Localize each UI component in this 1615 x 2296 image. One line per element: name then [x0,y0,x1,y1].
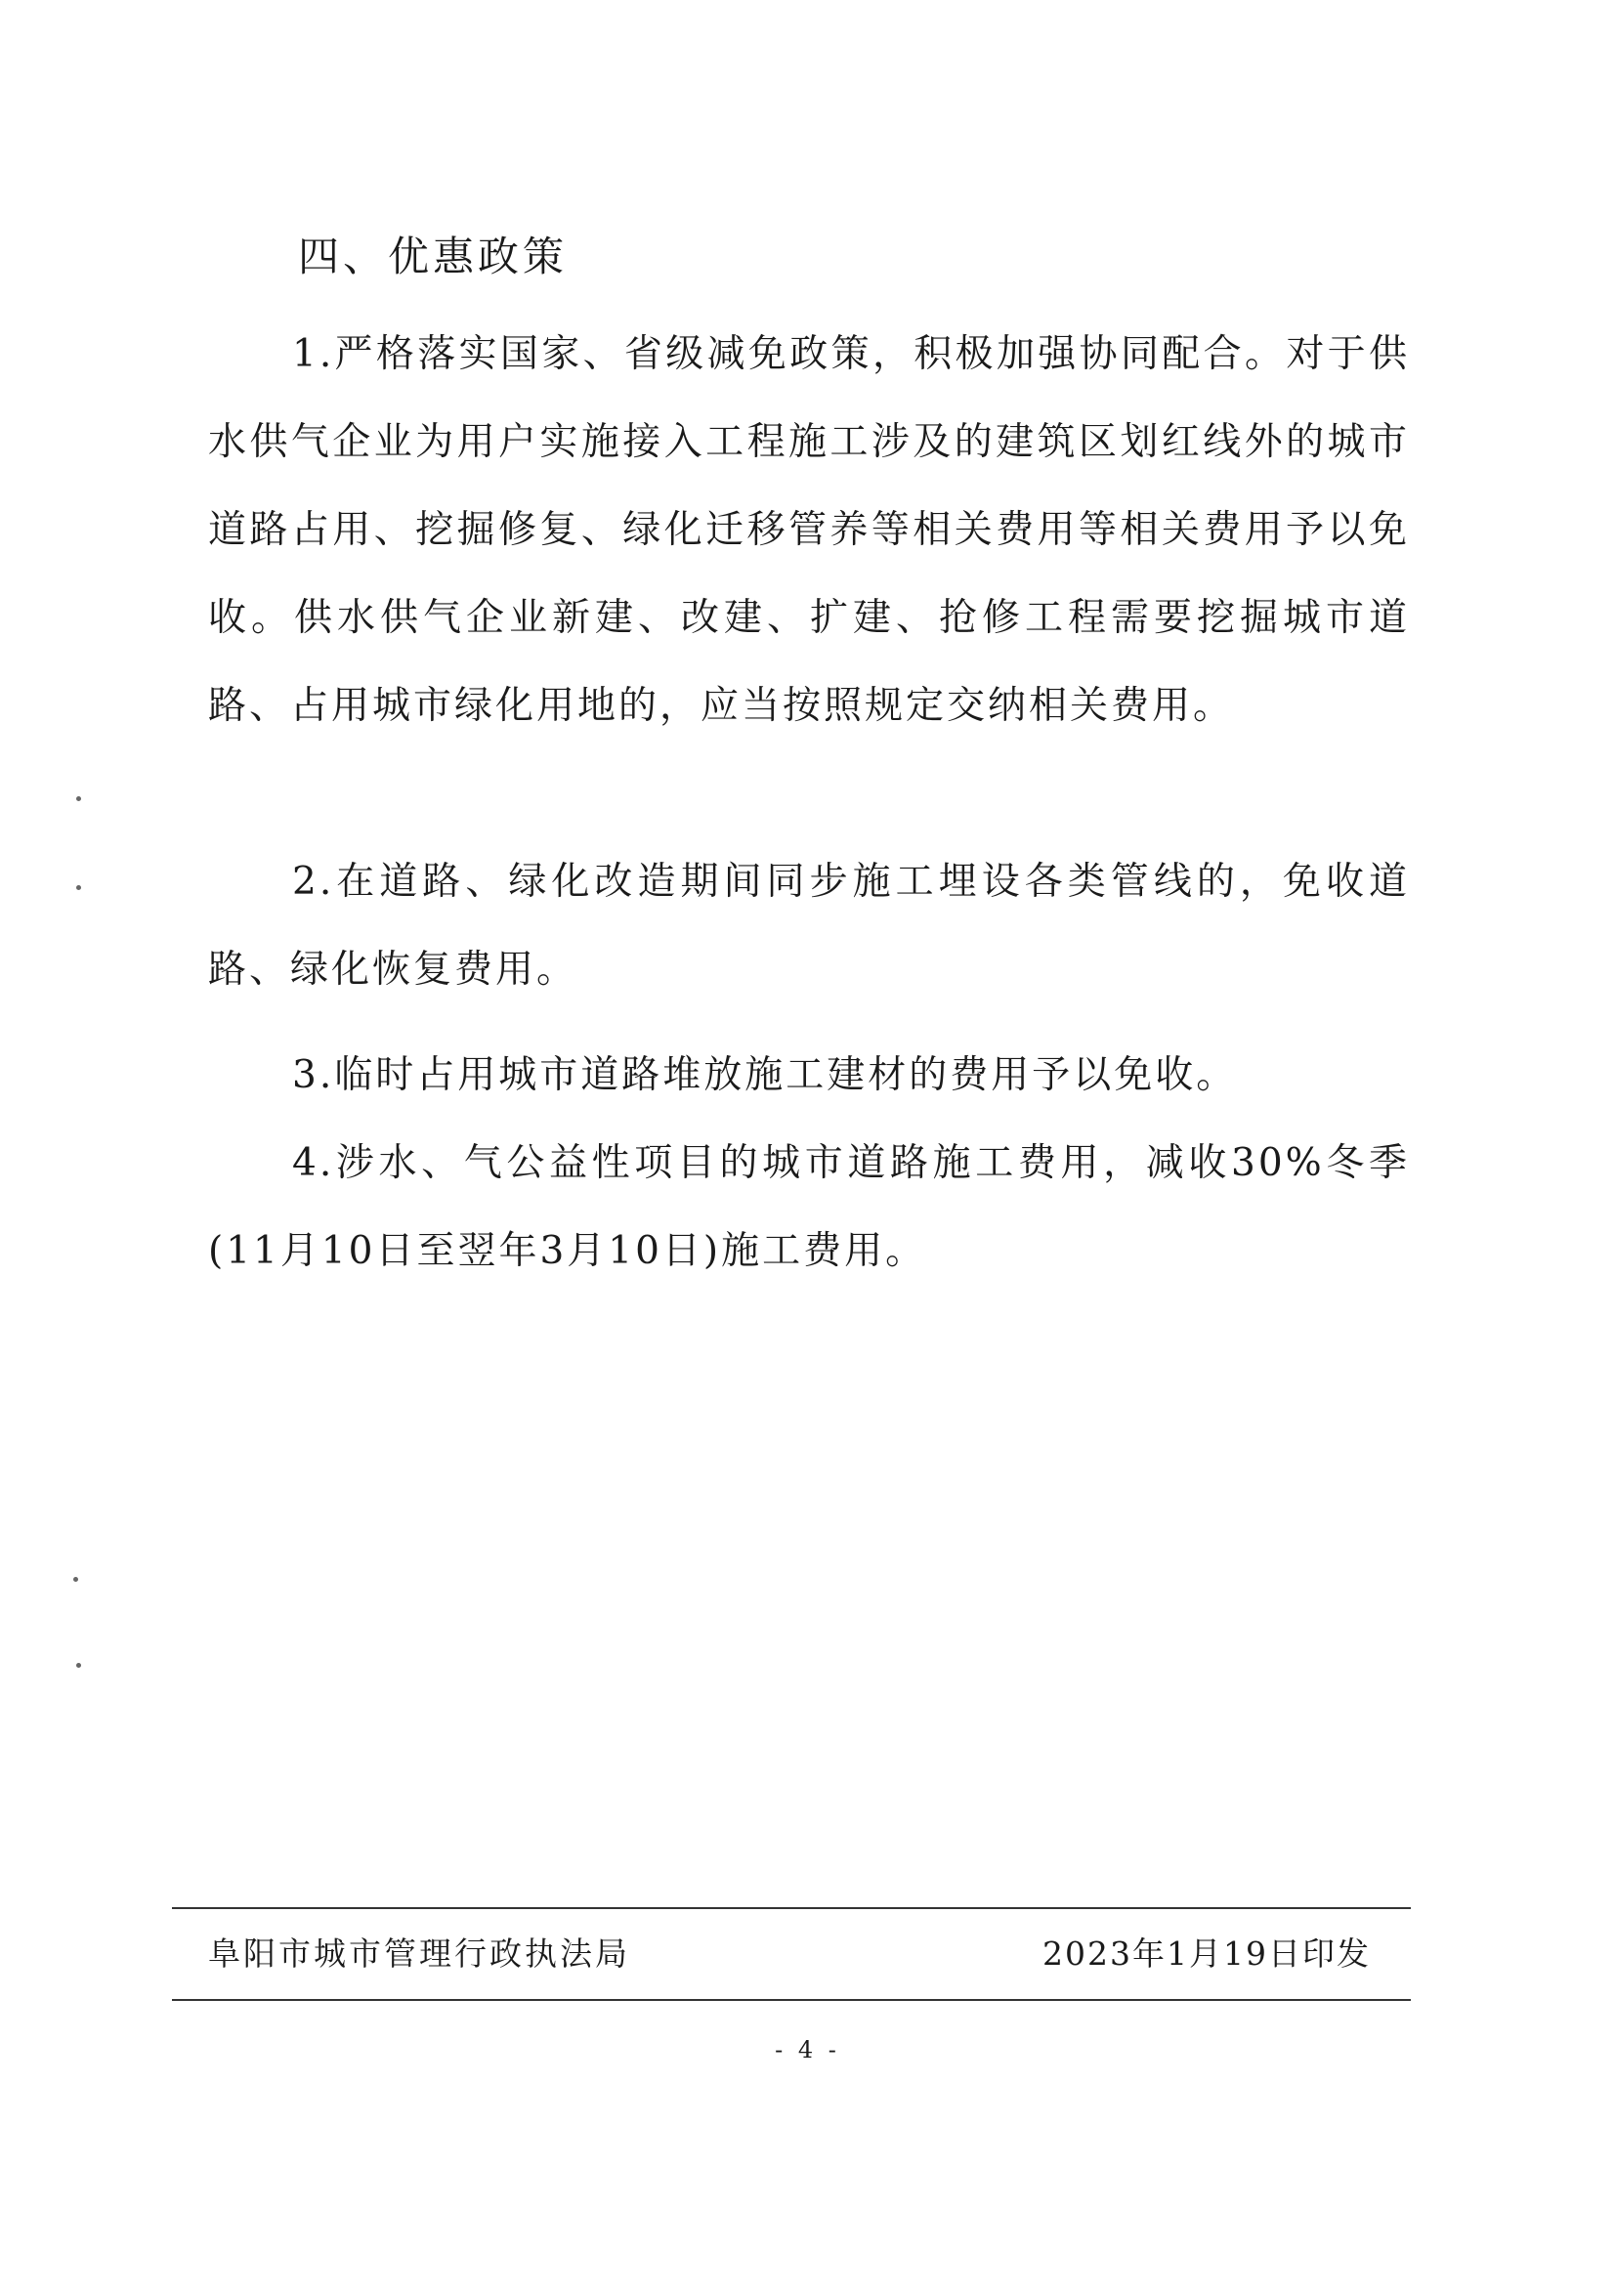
section-heading: 四、优惠政策 [298,233,569,280]
issue-date: 2023年1月19日印发 [1042,1935,1371,1973]
page-number: - 4 - [775,2036,840,2063]
paragraph-3: 3.临时占用城市道路堆放施工建材的费用予以免收。 [292,1053,1238,1097]
paragraph-4: 4.涉水、气公益性项目的城市道路施工费用，减收30%冬季(11月10日至翌年3月10日)施工费用。 [208,1141,1410,1273]
paragraph-2: 2.在道路、绿化改造期间同步施工埋设各类管线的，免收道路、绿化恢复费用。 [208,860,1410,992]
binding-hole-mark [73,1577,78,1582]
footer-bottom-rule [172,1999,1411,2001]
binding-hole-mark [76,796,81,801]
binding-hole-mark [76,1663,81,1668]
binding-hole-mark [76,885,81,890]
footer-top-rule [172,1907,1411,1909]
issuing-authority: 阜阳市城市管理行政执法局 [208,1935,630,1973]
paragraph-1: 1.严格落实国家、省级减免政策，积极加强协同配合。对于供水供气企业为用户实施接入工程施工涉及的建筑区划红线外的城市道路占用、挖掘修复、绿化迁移管养等相关费用等相关费用予以免收。供水供气企业新建、改建、扩建、抢修工程需要挖掘城市道路、占用城市绿化用地的，应当按照规定交纳相关费用。 [208,332,1410,728]
